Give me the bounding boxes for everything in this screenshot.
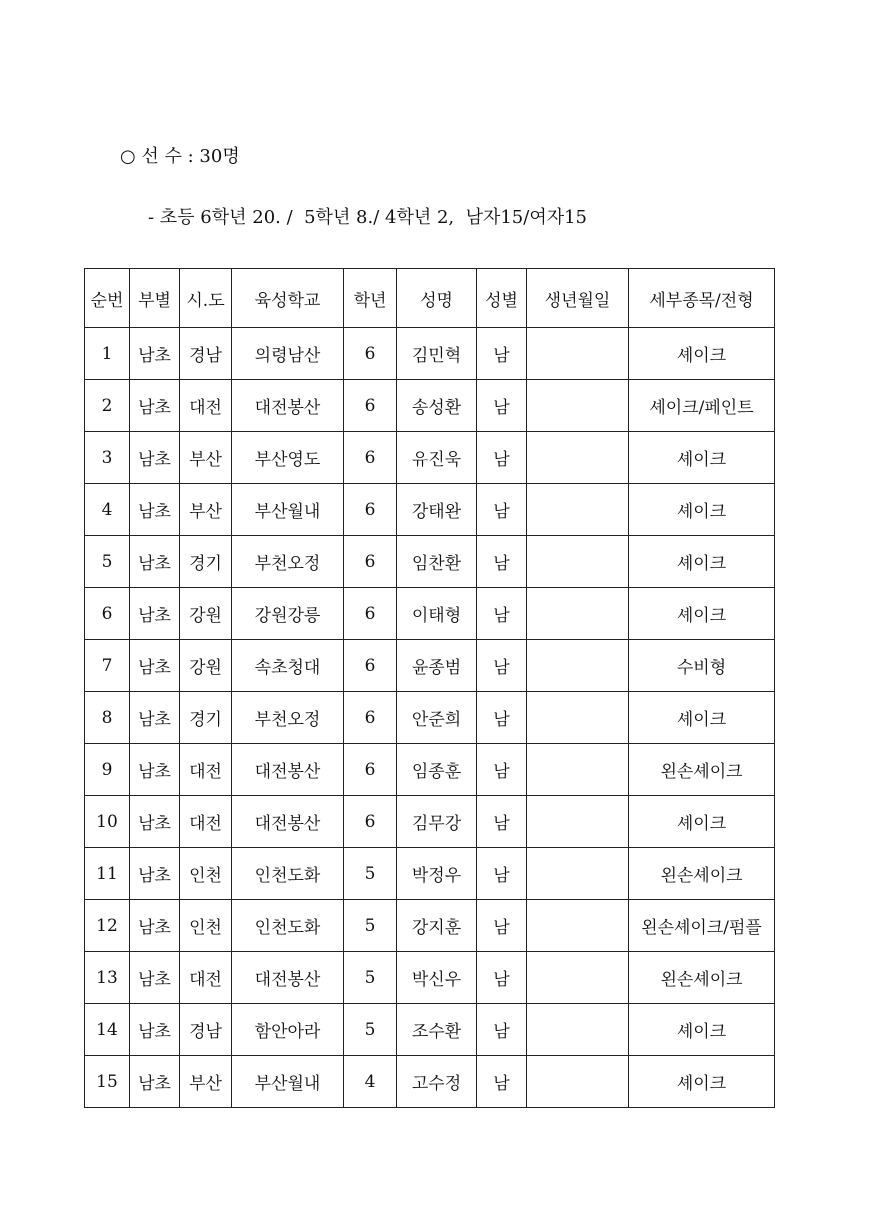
cell-grade: 4 [344,1056,397,1108]
cell-gender: 남 [477,900,527,952]
cell-school: 강원강릉 [232,588,344,640]
cell-school: 부천오정 [232,536,344,588]
players-count-line: ○ 선 수 : 30명 [120,146,240,167]
cell-school: 의령남산 [232,328,344,380]
cell-region: 부산 [180,432,232,484]
cell-division: 남초 [130,380,180,432]
cell-school: 대전봉산 [232,952,344,1004]
cell-birthdate [527,536,629,588]
cell-event-style: 왼손셰이크/펌플 [629,900,775,952]
cell-event-style: 셰이크 [629,432,775,484]
table-row [85,900,775,952]
cell-no: 13 [85,952,130,1004]
cell-event-style: 셰이크 [629,484,775,536]
cell-school: 부산월내 [232,1056,344,1108]
cell-birthdate [527,640,629,692]
cell-name: 임종훈 [397,744,477,796]
col-header-region: 시.도 [180,269,232,328]
cell-grade: 6 [344,692,397,744]
cell-gender: 남 [477,848,527,900]
cell-event-style: 셰이크 [629,796,775,848]
cell-gender: 남 [477,380,527,432]
table-row [85,952,775,1004]
cell-birthdate [527,796,629,848]
cell-name: 박신우 [397,952,477,1004]
cell-no: 14 [85,1004,130,1056]
cell-grade: 6 [344,432,397,484]
cell-division: 남초 [130,796,180,848]
cell-school: 인천도화 [232,900,344,952]
cell-name: 고수정 [397,1056,477,1108]
cell-name: 강지훈 [397,900,477,952]
cell-no: 15 [85,1056,130,1108]
cell-event-style: 셰이크 [629,1056,775,1108]
grade-breakdown-line: - 초등 6학년 20. / 5학년 8./ 4학년 2, 남자15/여자15 [148,207,588,228]
cell-birthdate [527,900,629,952]
cell-no: 10 [85,796,130,848]
cell-birthdate [527,588,629,640]
cell-school: 속초청대 [232,640,344,692]
table-row [85,588,775,640]
cell-region: 대전 [180,380,232,432]
cell-gender: 남 [477,484,527,536]
cell-region: 대전 [180,796,232,848]
table-header-row [85,269,775,328]
cell-no: 7 [85,640,130,692]
cell-region: 경기 [180,536,232,588]
cell-name: 송성환 [397,380,477,432]
cell-grade: 6 [344,380,397,432]
cell-division: 남초 [130,744,180,796]
col-header-name: 성명 [397,269,477,328]
cell-no: 8 [85,692,130,744]
cell-grade: 6 [344,484,397,536]
cell-birthdate [527,952,629,1004]
table-row [85,692,775,744]
cell-name: 김무강 [397,796,477,848]
cell-school: 인천도화 [232,848,344,900]
cell-division: 남초 [130,432,180,484]
cell-division: 남초 [130,1056,180,1108]
cell-birthdate [527,1056,629,1108]
table-row [85,796,775,848]
table-row [85,380,775,432]
cell-event-style: 셰이크 [629,536,775,588]
table-body [85,328,775,1108]
cell-event-style: 셰이크/페인트 [629,380,775,432]
cell-no: 5 [85,536,130,588]
cell-name: 김민혁 [397,328,477,380]
cell-gender: 남 [477,952,527,1004]
cell-birthdate [527,848,629,900]
cell-no: 1 [85,328,130,380]
col-header-event-style: 세부종목/전형 [629,269,775,328]
cell-division: 남초 [130,900,180,952]
cell-no: 11 [85,848,130,900]
cell-region: 대전 [180,744,232,796]
cell-event-style: 셰이크 [629,1004,775,1056]
table-row [85,484,775,536]
cell-gender: 남 [477,328,527,380]
cell-event-style: 왼손셰이크 [629,744,775,796]
cell-grade: 6 [344,536,397,588]
cell-birthdate [527,432,629,484]
table-row [85,848,775,900]
cell-school: 대전봉산 [232,380,344,432]
cell-division: 남초 [130,848,180,900]
table-row [85,744,775,796]
cell-gender: 남 [477,432,527,484]
cell-grade: 5 [344,848,397,900]
cell-grade: 6 [344,328,397,380]
cell-division: 남초 [130,328,180,380]
cell-birthdate [527,744,629,796]
cell-region: 경남 [180,328,232,380]
cell-name: 윤종범 [397,640,477,692]
cell-region: 경기 [180,692,232,744]
cell-name: 임찬환 [397,536,477,588]
cell-division: 남초 [130,484,180,536]
cell-event-style: 왼손셰이크 [629,848,775,900]
cell-name: 유진욱 [397,432,477,484]
cell-region: 인천 [180,848,232,900]
cell-gender: 남 [477,536,527,588]
cell-region: 강원 [180,640,232,692]
col-header-no: 순번 [85,269,130,328]
col-header-school: 육성학교 [232,269,344,328]
table-row [85,1004,775,1056]
cell-gender: 남 [477,796,527,848]
table-row [85,640,775,692]
cell-no: 2 [85,380,130,432]
cell-region: 인천 [180,900,232,952]
cell-division: 남초 [130,692,180,744]
cell-grade: 5 [344,1004,397,1056]
cell-no: 12 [85,900,130,952]
cell-region: 경남 [180,1004,232,1056]
cell-grade: 5 [344,900,397,952]
cell-no: 9 [85,744,130,796]
cell-event-style: 왼손셰이크 [629,952,775,1004]
cell-gender: 남 [477,1004,527,1056]
cell-division: 남초 [130,640,180,692]
cell-event-style: 셰이크 [629,328,775,380]
cell-name: 조수환 [397,1004,477,1056]
cell-school: 대전봉산 [232,744,344,796]
cell-school: 부천오정 [232,692,344,744]
cell-grade: 6 [344,796,397,848]
cell-division: 남초 [130,588,180,640]
cell-no: 3 [85,432,130,484]
col-header-gender: 성별 [477,269,527,328]
cell-birthdate [527,1004,629,1056]
cell-region: 대전 [180,952,232,1004]
cell-no: 6 [85,588,130,640]
player-roster-table [84,268,775,1108]
cell-gender: 남 [477,640,527,692]
cell-grade: 6 [344,744,397,796]
col-header-birthdate: 생년월일 [527,269,629,328]
cell-division: 남초 [130,1004,180,1056]
cell-birthdate [527,380,629,432]
cell-name: 이태형 [397,588,477,640]
cell-gender: 남 [477,692,527,744]
cell-event-style: 셰이크 [629,692,775,744]
cell-name: 안준희 [397,692,477,744]
cell-gender: 남 [477,1056,527,1108]
cell-grade: 6 [344,640,397,692]
cell-birthdate [527,484,629,536]
cell-no: 4 [85,484,130,536]
table-row [85,328,775,380]
cell-event-style: 셰이크 [629,588,775,640]
cell-division: 남초 [130,536,180,588]
cell-event-style: 수비형 [629,640,775,692]
cell-gender: 남 [477,744,527,796]
cell-birthdate [527,328,629,380]
cell-school: 부산영도 [232,432,344,484]
cell-division: 남초 [130,952,180,1004]
table-row [85,1056,775,1108]
col-header-grade: 학년 [344,269,397,328]
cell-region: 부산 [180,1056,232,1108]
col-header-division: 부별 [130,269,180,328]
cell-region: 강원 [180,588,232,640]
cell-name: 박정우 [397,848,477,900]
cell-name: 강태완 [397,484,477,536]
cell-school: 부산월내 [232,484,344,536]
cell-birthdate [527,692,629,744]
cell-grade: 6 [344,588,397,640]
cell-school: 함안아라 [232,1004,344,1056]
cell-grade: 5 [344,952,397,1004]
table-row [85,432,775,484]
cell-gender: 남 [477,588,527,640]
cell-region: 부산 [180,484,232,536]
table-row [85,536,775,588]
cell-school: 대전봉산 [232,796,344,848]
